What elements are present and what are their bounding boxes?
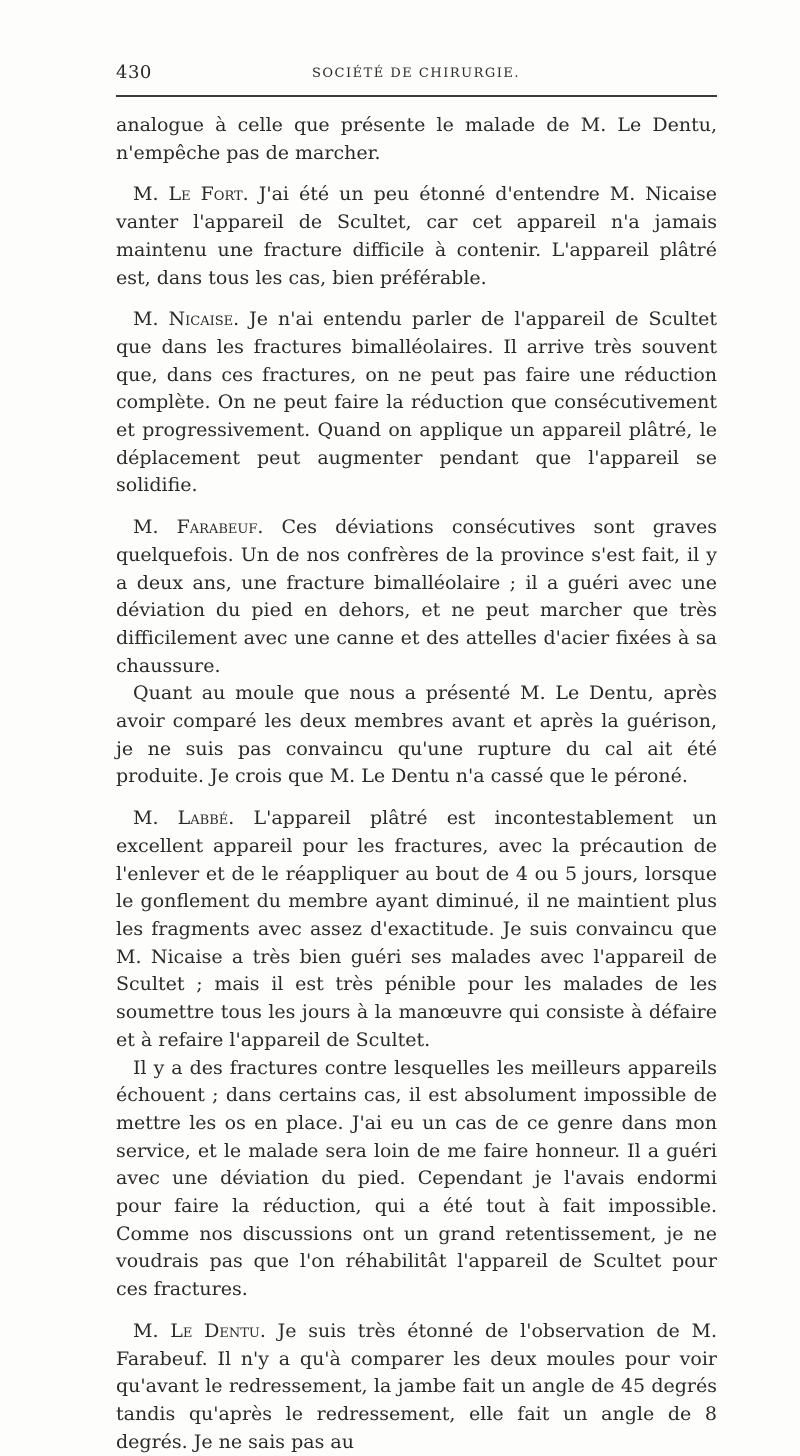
paragraph <box>116 1055 717 1304</box>
paragraph-text: analogue à celle que présente le malade de M. Le Dentu, n'empêche pas de marcher. <box>116 114 717 164</box>
paragraph-text: L'appareil plâtré est incontestablement un excellent appareil pour les fractures, avec la précaution de l'enlever et de le réappliquer au bout de 4 ou 5 jours, lorsque le gonflement du membre ayant diminué, il ne maintient plus les fragments avec assez d'exactitude. Je suis convaincu que M. Nicaise a très bien guéri ses malades avec l'appareil de Scultet ; mais il est très pénible pour les malades de les soumettre tous les jours à la manœuvre qui consiste à défaire et à refaire l'appareil de Scultet. <box>116 807 717 1051</box>
running-head: SOCIÉTÉ DE CHIRURGIE. <box>311 66 521 81</box>
paragraph <box>116 306 717 500</box>
paragraph <box>116 1318 717 1456</box>
paragraph-text: Quant au moule que nous a présenté M. Le Dentu, après avoir comparé les deux membres avant et après la guérison, je ne suis pas convaincu qu'une rupture du cal ait été produite. Je crois que M. Le Dentu n'a cassé que le péroné. <box>116 682 717 788</box>
body-text <box>116 112 717 1456</box>
speaker-name: M. Le Dentu. <box>133 1319 266 1342</box>
page-header <box>116 58 716 88</box>
speaker-name: M. Nicaise. <box>133 308 240 331</box>
speaker-name: M. Labbé. <box>133 807 235 830</box>
paragraph-text: Je n'ai entendu parler de l'appareil de Scultet que dans les fractures bimalléolaires. Il arrive très souvent que, dans ces fractures, on ne peut pas faire une réduction complète. On ne peut faire la réduction que consécutivement et progressivement. Quand on applique un appareil plâtré, le déplacement peut augmenter pendant que l'appareil se solidifie. <box>116 308 717 497</box>
paragraph-text: Je suis très étonné de l'observation de M. Farabeuf. Il n'y a qu'à comparer les deux moules pour voir qu'avant le redressement, la jambe fait un angle de 45 degrés tandis qu'après le redressement, elle fait un angle de 8 degrés. Je ne sais pas au <box>116 1319 717 1453</box>
paragraph <box>116 514 717 680</box>
paragraph-text: Ces déviations consécutives sont graves quelquefois. Un de nos confrères de la province s'est fait, il y a deux ans, une fracture bimalléolaire ; il a guéri avec une déviation du pied en dehors, et ne peut marcher que très difficilement avec une canne et des attelles d'acier fixées à sa chaussure. <box>116 516 718 677</box>
page-number: 430 <box>116 62 152 83</box>
paragraph <box>116 805 717 1054</box>
speaker-name: M. Farabeuf. <box>133 516 264 539</box>
paragraph <box>116 680 717 791</box>
header-rule <box>116 95 717 97</box>
paragraph <box>116 112 717 167</box>
speaker-name: M. Le Fort. <box>133 183 249 206</box>
paragraph-text: Il y a des fractures contre lesquelles les meilleurs appareils échouent ; dans certains cas, il est absolument impossible de mettre les os en place. J'ai eu un cas de ce genre dans mon service, et le malade sera loin de me faire honneur. Il a guéri avec une déviation du pied. Cependant je l'avais endormi pour faire la réduction, qui a été tout à fait impossible. Comme nos discussions ont un grand retentissement, je ne voudrais pas que l'on réhabilitât l'appareil de Scultet pour ces fractures. <box>116 1056 717 1301</box>
paragraph <box>116 181 717 292</box>
paragraph-text: J'ai été un peu étonné d'entendre M. Nicaise vanter l'appareil de Scultet, car cet appareil n'a jamais maintenu une fracture difficile à contenir. L'appareil plâtré est, dans tous les cas, bien préférable. <box>116 183 718 289</box>
